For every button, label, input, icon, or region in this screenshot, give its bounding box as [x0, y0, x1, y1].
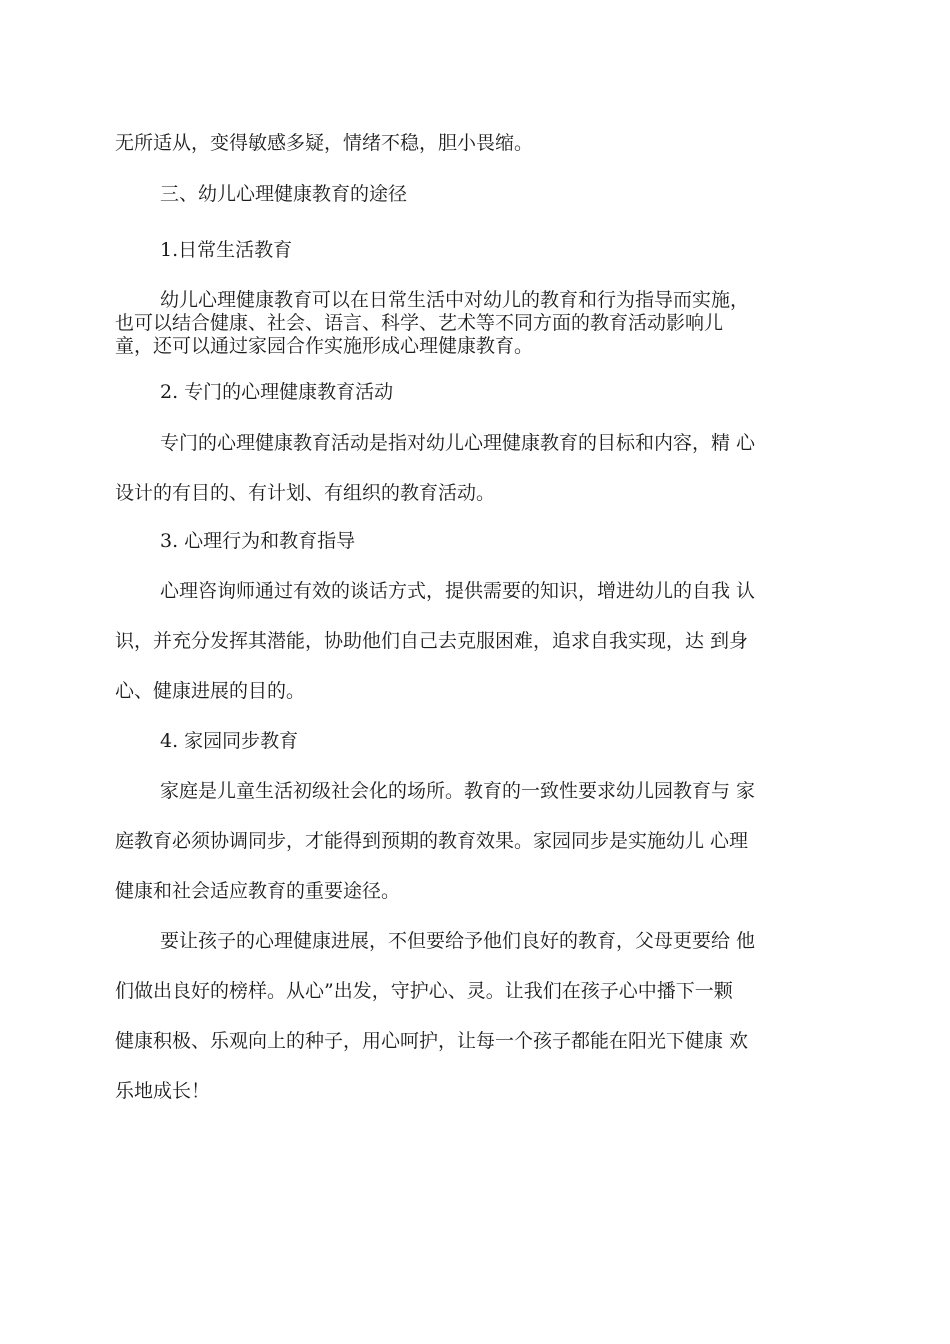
paragraph-4 [115, 778, 840, 928]
paragraph-line: 心、健康进展的目的。 [115, 680, 306, 702]
subheading-2: 2. 专门的心理健康教育活动 [160, 381, 394, 403]
text-line: 无所适从，变得敏感多疑，情绪不稳，胆小畏缩。 [115, 132, 534, 154]
subheading-4: 4. 家园同步教育 [160, 730, 299, 752]
paragraph-line: 心理咨询师通过有效的谈话方式，提供需要的知识，增进幼儿的自我 认 [160, 580, 756, 602]
paragraph-line: 健康和社会适应教育的重要途径。 [115, 880, 401, 902]
paragraph-line: 庭教育必须协调同步，才能得到预期的教育效果。家园同步是实施幼儿 心理 [115, 830, 749, 852]
paragraph-line: 识，并充分发挥其潜能，协助他们自己去克服困难，追求自我实现，达 到身 [115, 630, 749, 652]
subheading-1: 1.日常生活教育 [160, 239, 293, 261]
paragraph-line: 健康积极、乐观向上的种子，用心呵护，让每一个孩子都能在阳光下健康 欢 [115, 1030, 749, 1052]
paragraph-line: 幼儿心理健康教育可以在日常生活中对幼儿的教育和行为指导而实施， [160, 289, 750, 311]
section-heading: 三、幼儿心理健康教育的途径 [160, 183, 408, 205]
paragraph-line: 童，还可以通过家园合作实施形成心理健康教育。 [115, 335, 534, 357]
paragraph-line: 也可以结合健康、社会、语言、科学、艺术等不同方面的教育活动影响儿 [115, 312, 724, 334]
paragraph-line: 家庭是儿童生活初级社会化的场所。教育的一致性要求幼儿园教育与 家 [160, 780, 756, 802]
paragraph-5 [115, 928, 840, 1128]
paragraph-line: 乐地成长！ [115, 1080, 211, 1102]
paragraph-1 [115, 289, 840, 358]
paragraph-line: 专门的心理健康教育活动是指对幼儿心理健康教育的目标和内容，精 心 [160, 432, 756, 454]
paragraph-2 [115, 430, 840, 530]
paragraph-line: 要让孩子的心理健康进展，不但要给予他们良好的教育，父母更要给 他 [160, 930, 756, 952]
paragraph-line: 们做出良好的榜样。从心”出发，守护心、灵。让我们在孩子心中播下一颗 [115, 980, 733, 1002]
subheading-3: 3. 心理行为和教育指导 [160, 530, 356, 552]
paragraph-line: 设计的有目的、有计划、有组织的教育活动。 [115, 482, 496, 504]
paragraph-3 [115, 578, 840, 728]
